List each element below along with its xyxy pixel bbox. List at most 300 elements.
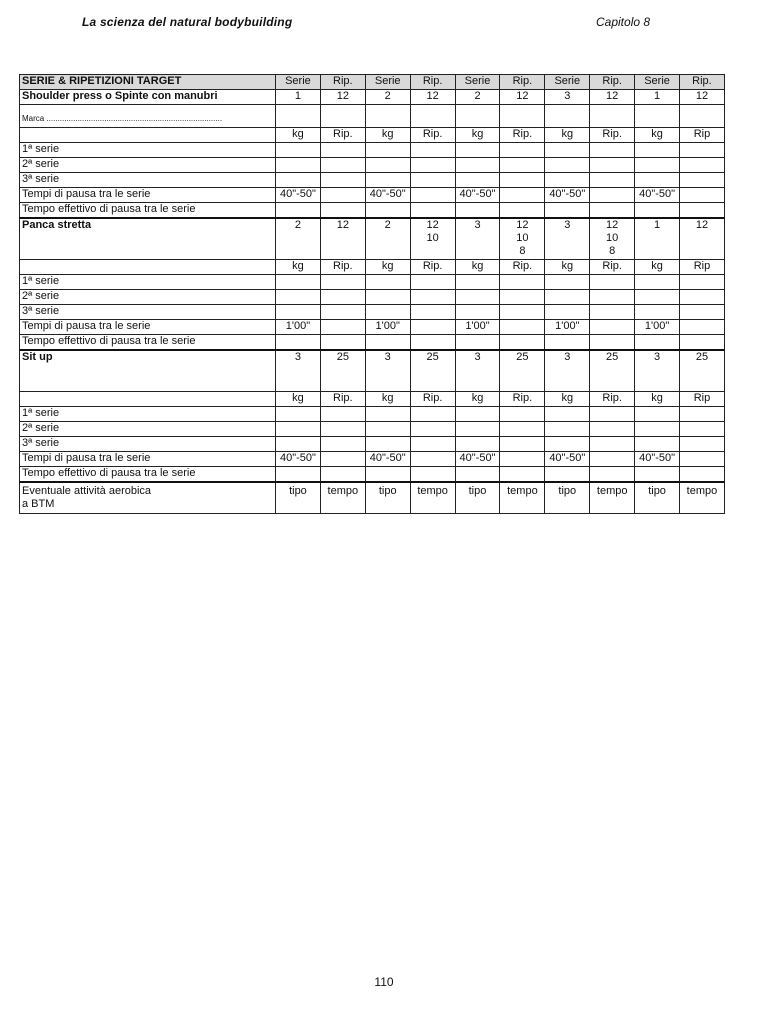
entry-cell[interactable]: [276, 407, 321, 422]
entry-cell[interactable]: [635, 335, 680, 351]
target-cell: [455, 90, 500, 105]
rest-value: 40"-50": [365, 452, 410, 467]
set-label: 2ª serie: [20, 158, 276, 173]
target-value: 10: [516, 232, 529, 244]
effective-rest-row: [20, 335, 725, 351]
set-row: [20, 305, 725, 320]
entry-cell[interactable]: [365, 275, 410, 290]
target-value: 1: [654, 219, 661, 231]
unit-header: Rip.: [500, 260, 545, 275]
target-value: 2: [384, 90, 391, 102]
blank-cell: [500, 105, 545, 128]
unit-header: Rip.: [410, 260, 455, 275]
entry-cell[interactable]: [455, 173, 500, 188]
unit-header: Rip.: [500, 392, 545, 407]
entry-cell[interactable]: [276, 335, 321, 351]
entry-cell[interactable]: [500, 335, 545, 351]
target-cell: [276, 90, 321, 105]
entry-cell[interactable]: [500, 437, 545, 452]
target-value: 25: [426, 351, 439, 363]
col-header: Rip.: [680, 75, 725, 90]
rest-value: [320, 452, 365, 467]
unit-header: kg: [545, 260, 590, 275]
entry-cell[interactable]: [410, 203, 455, 219]
entry-cell[interactable]: [590, 173, 635, 188]
blank-cell: [20, 128, 276, 143]
entry-cell[interactable]: [680, 173, 725, 188]
target-value: 12: [426, 90, 439, 102]
set-label: 2ª serie: [20, 290, 276, 305]
entry-cell[interactable]: [320, 437, 365, 452]
page-number: 110: [374, 975, 394, 989]
entry-cell[interactable]: [680, 290, 725, 305]
unit-header-row: [20, 392, 725, 407]
col-header: Serie: [276, 75, 321, 90]
col-header: Rip.: [500, 75, 545, 90]
entry-cell[interactable]: [635, 275, 680, 290]
entry-cell[interactable]: [590, 275, 635, 290]
entry-cell[interactable]: [276, 467, 321, 483]
entry-cell[interactable]: [320, 305, 365, 320]
unit-header: Rip.: [590, 260, 635, 275]
aerobic-value: tipo: [276, 482, 321, 514]
unit-header: kg: [276, 260, 321, 275]
aerobic-value: tempo: [500, 482, 545, 514]
entry-cell[interactable]: [276, 290, 321, 305]
entry-cell[interactable]: [680, 407, 725, 422]
target-value: 2: [474, 90, 481, 102]
target-value: 8: [519, 245, 526, 257]
entry-cell[interactable]: [455, 275, 500, 290]
entry-cell[interactable]: [365, 173, 410, 188]
unit-header: kg: [455, 128, 500, 143]
entry-cell[interactable]: [680, 158, 725, 173]
entry-cell[interactable]: [276, 275, 321, 290]
unit-header: kg: [365, 392, 410, 407]
entry-cell[interactable]: [455, 203, 500, 219]
unit-header: Rip.: [320, 128, 365, 143]
target-cell: [455, 350, 500, 392]
entry-cell[interactable]: [500, 305, 545, 320]
entry-cell[interactable]: [635, 305, 680, 320]
entry-cell[interactable]: [276, 143, 321, 158]
exercise-row: [20, 218, 725, 260]
entry-cell[interactable]: [410, 467, 455, 483]
target-cell: [590, 218, 635, 260]
target-value: 2: [384, 219, 391, 231]
target-value: 25: [516, 351, 529, 363]
target-cell: [635, 90, 680, 105]
target-value: 3: [654, 351, 661, 363]
set-row: [20, 422, 725, 437]
unit-header: Rip: [680, 128, 725, 143]
target-value: 12: [606, 219, 619, 231]
target-cell: [500, 350, 545, 392]
entry-cell[interactable]: [635, 173, 680, 188]
entry-cell[interactable]: [680, 437, 725, 452]
entry-cell[interactable]: [455, 335, 500, 351]
target-cell: [545, 90, 590, 105]
entry-cell[interactable]: [545, 290, 590, 305]
rest-value: [680, 452, 725, 467]
entry-cell[interactable]: [410, 143, 455, 158]
entry-cell[interactable]: [680, 203, 725, 219]
entry-cell[interactable]: [545, 437, 590, 452]
unit-header: Rip.: [590, 392, 635, 407]
entry-cell[interactable]: [635, 467, 680, 483]
aerobic-value: tipo: [365, 482, 410, 514]
rest-value: [590, 452, 635, 467]
entry-cell[interactable]: [500, 275, 545, 290]
col-header: Serie: [635, 75, 680, 90]
unit-header: Rip.: [590, 128, 635, 143]
entry-cell[interactable]: [276, 203, 321, 219]
rest-value: 1'00": [545, 320, 590, 335]
entry-cell[interactable]: [320, 275, 365, 290]
entry-cell[interactable]: [455, 305, 500, 320]
rest-value: 40"-50": [455, 452, 500, 467]
entry-cell[interactable]: [410, 290, 455, 305]
entry-cell[interactable]: [365, 203, 410, 219]
entry-cell[interactable]: [410, 173, 455, 188]
entry-cell[interactable]: [320, 467, 365, 483]
entry-cell[interactable]: [455, 290, 500, 305]
rest-value: 40"-50": [365, 188, 410, 203]
target-cell: [410, 218, 455, 260]
entry-cell[interactable]: [680, 305, 725, 320]
entry-cell[interactable]: [365, 467, 410, 483]
rest-value: [410, 188, 455, 203]
entry-cell[interactable]: [590, 305, 635, 320]
entry-cell[interactable]: [365, 437, 410, 452]
rest-value: 40"-50": [545, 452, 590, 467]
entry-cell[interactable]: [320, 335, 365, 351]
entry-cell[interactable]: [320, 290, 365, 305]
unit-header-row: [20, 128, 725, 143]
entry-cell[interactable]: [410, 437, 455, 452]
target-value: 2: [294, 219, 301, 231]
entry-cell[interactable]: [545, 203, 590, 219]
entry-cell[interactable]: [410, 407, 455, 422]
entry-cell[interactable]: [635, 407, 680, 422]
effective-rest-row: [20, 467, 725, 483]
entry-cell[interactable]: [320, 422, 365, 437]
unit-header: Rip.: [500, 128, 545, 143]
training-log-table: [19, 74, 725, 514]
rest-value: [590, 320, 635, 335]
set-row: [20, 173, 725, 188]
target-cell: [545, 218, 590, 260]
target-value: 25: [695, 351, 709, 363]
col-header: Serie: [545, 75, 590, 90]
entry-cell[interactable]: [590, 437, 635, 452]
target-value: 10: [426, 232, 439, 244]
exercise-name: Sit up: [20, 350, 276, 392]
target-value: 3: [474, 219, 481, 231]
entry-cell[interactable]: [365, 335, 410, 351]
entry-cell[interactable]: [545, 467, 590, 483]
aerobic-value: tempo: [590, 482, 635, 514]
entry-cell[interactable]: [410, 305, 455, 320]
effective-rest-label: Tempo effettivo di pausa tra le serie: [20, 335, 276, 351]
entry-cell[interactable]: [320, 143, 365, 158]
rest-value: 40"-50": [635, 452, 680, 467]
entry-cell[interactable]: [276, 422, 321, 437]
entry-cell[interactable]: [276, 305, 321, 320]
rest-value: 40"-50": [635, 188, 680, 203]
col-header: Serie: [365, 75, 410, 90]
set-label: 2ª serie: [20, 422, 276, 437]
target-cell: [365, 90, 410, 105]
col-header: Serie: [455, 75, 500, 90]
blank-cell: [635, 105, 680, 128]
entry-cell[interactable]: [545, 158, 590, 173]
entry-cell[interactable]: [635, 203, 680, 219]
target-cell: [276, 218, 321, 260]
entry-cell[interactable]: [635, 143, 680, 158]
rest-value: [680, 320, 725, 335]
rest-value: [500, 188, 545, 203]
target-cell: [276, 350, 321, 392]
rest-value: 40"-50": [545, 188, 590, 203]
entry-cell[interactable]: [276, 158, 321, 173]
unit-header: kg: [545, 392, 590, 407]
entry-cell[interactable]: [455, 158, 500, 173]
target-value: 3: [384, 351, 391, 363]
entry-cell[interactable]: [635, 422, 680, 437]
unit-header-row: [20, 260, 725, 275]
entry-cell[interactable]: [590, 143, 635, 158]
target-cell: [320, 350, 365, 392]
target-cell: [500, 90, 545, 105]
aerobic-value: tipo: [545, 482, 590, 514]
unit-header: kg: [455, 392, 500, 407]
entry-cell[interactable]: [680, 335, 725, 351]
target-cell: [320, 90, 365, 105]
entry-cell[interactable]: [365, 290, 410, 305]
entry-cell[interactable]: [500, 467, 545, 483]
unit-header: Rip.: [410, 128, 455, 143]
entry-cell[interactable]: [680, 467, 725, 483]
unit-header: Rip.: [320, 260, 365, 275]
entry-cell[interactable]: [590, 158, 635, 173]
entry-cell[interactable]: [590, 407, 635, 422]
unit-header: kg: [635, 392, 680, 407]
entry-cell[interactable]: [545, 335, 590, 351]
entry-cell[interactable]: [590, 467, 635, 483]
entry-cell[interactable]: [365, 158, 410, 173]
entry-cell[interactable]: [410, 158, 455, 173]
entry-cell[interactable]: [635, 290, 680, 305]
target-cell: [410, 350, 455, 392]
entry-cell[interactable]: [545, 173, 590, 188]
entry-cell[interactable]: [455, 422, 500, 437]
target-value: 12: [516, 219, 529, 231]
rest-row: [20, 188, 725, 203]
aerobic-label-line2: a BTM: [22, 498, 55, 510]
target-cell: [680, 90, 725, 105]
blank-cell: [320, 105, 365, 128]
entry-cell[interactable]: [320, 407, 365, 422]
entry-cell[interactable]: [276, 437, 321, 452]
entry-cell[interactable]: [410, 335, 455, 351]
entry-cell[interactable]: [680, 143, 725, 158]
rest-value: 1'00": [455, 320, 500, 335]
unit-header: Rip.: [410, 392, 455, 407]
entry-cell[interactable]: [320, 203, 365, 219]
set-label: 3ª serie: [20, 437, 276, 452]
entry-cell[interactable]: [500, 203, 545, 219]
entry-cell[interactable]: [500, 422, 545, 437]
entry-cell[interactable]: [680, 422, 725, 437]
unit-header: kg: [635, 128, 680, 143]
unit-header: kg: [545, 128, 590, 143]
rest-value: [500, 452, 545, 467]
entry-cell[interactable]: [590, 422, 635, 437]
blank-cell: [590, 105, 635, 128]
effective-rest-row: [20, 203, 725, 219]
rest-label: Tempi di pausa tra le serie: [20, 320, 276, 335]
entry-cell[interactable]: [590, 290, 635, 305]
aerobic-value: tipo: [635, 482, 680, 514]
entry-cell[interactable]: [500, 407, 545, 422]
target-value: 3: [564, 219, 571, 231]
entry-cell[interactable]: [545, 305, 590, 320]
entry-cell[interactable]: [500, 173, 545, 188]
col-header: Rip.: [320, 75, 365, 90]
target-cell: [635, 350, 680, 392]
target-value: 12: [695, 219, 709, 231]
blank-cell: [20, 392, 276, 407]
target-cell: [500, 218, 545, 260]
aerobic-label: [20, 482, 276, 514]
entry-cell[interactable]: [365, 305, 410, 320]
target-value: 25: [336, 351, 349, 363]
entry-cell[interactable]: [320, 173, 365, 188]
exercise-name: Panca stretta: [20, 218, 276, 260]
table-title: SERIE & RIPETIZIONI TARGET: [20, 75, 276, 90]
marca-field[interactable]: Marca ...............................................................................: [20, 105, 276, 128]
entry-cell[interactable]: [410, 422, 455, 437]
target-value: 12: [426, 219, 439, 231]
rest-value: 40"-50": [455, 188, 500, 203]
entry-cell[interactable]: [680, 275, 725, 290]
entry-cell[interactable]: [276, 173, 321, 188]
rest-value: [680, 188, 725, 203]
blank-cell: [20, 260, 276, 275]
col-header: Rip.: [410, 75, 455, 90]
set-row: [20, 158, 725, 173]
effective-rest-label: Tempo effettivo di pausa tra le serie: [20, 203, 276, 219]
target-value: 12: [606, 90, 619, 102]
entry-cell[interactable]: [320, 158, 365, 173]
entry-cell[interactable]: [545, 143, 590, 158]
entry-cell[interactable]: [455, 437, 500, 452]
rest-value: [410, 320, 455, 335]
exercise-row: [20, 90, 725, 105]
unit-header: Rip.: [320, 392, 365, 407]
unit-header: kg: [365, 260, 410, 275]
entry-cell[interactable]: [545, 422, 590, 437]
target-value: 25: [606, 351, 619, 363]
target-cell: [320, 218, 365, 260]
rest-value: [590, 188, 635, 203]
entry-cell[interactable]: [635, 437, 680, 452]
set-label: 1ª serie: [20, 275, 276, 290]
set-row: [20, 407, 725, 422]
rest-value: [320, 188, 365, 203]
target-value: 12: [695, 90, 709, 102]
aerobic-value: tempo: [410, 482, 455, 514]
entry-cell[interactable]: [365, 422, 410, 437]
set-row: [20, 437, 725, 452]
target-value: 8: [609, 245, 616, 257]
rest-row: [20, 452, 725, 467]
target-value: 3: [474, 351, 481, 363]
unit-header: kg: [455, 260, 500, 275]
rest-value: 40"-50": [276, 188, 321, 203]
target-cell: [680, 350, 725, 392]
entry-cell[interactable]: [455, 467, 500, 483]
target-cell: [590, 350, 635, 392]
book-title: La scienza del natural bodybuilding: [82, 15, 293, 29]
entry-cell[interactable]: [365, 143, 410, 158]
aerobic-row: [20, 482, 725, 514]
entry-cell[interactable]: [455, 407, 500, 422]
entry-cell[interactable]: [500, 158, 545, 173]
entry-cell[interactable]: [500, 290, 545, 305]
rest-value: 1'00": [635, 320, 680, 335]
target-cell: [545, 350, 590, 392]
target-cell: [455, 218, 500, 260]
rest-value: [500, 320, 545, 335]
exercise-name: Shoulder press o Spinte con manubri: [20, 90, 276, 105]
rest-value: 40"-50": [276, 452, 321, 467]
entry-cell[interactable]: [590, 335, 635, 351]
aerobic-label-line1: Eventuale attività aerobica: [22, 485, 152, 497]
entry-cell[interactable]: [545, 275, 590, 290]
set-row: [20, 290, 725, 305]
target-value: 3: [564, 351, 571, 363]
entry-cell[interactable]: [635, 158, 680, 173]
table-header-row: [20, 75, 725, 90]
unit-header: kg: [365, 128, 410, 143]
chapter-label: Capitolo 8: [596, 15, 651, 29]
unit-header: kg: [635, 260, 680, 275]
target-value: 1: [294, 90, 301, 102]
entry-cell[interactable]: [365, 407, 410, 422]
entry-cell[interactable]: [590, 203, 635, 219]
target-cell: [635, 218, 680, 260]
blank-cell: [455, 105, 500, 128]
aerobic-value: tempo: [320, 482, 365, 514]
col-header: Rip.: [590, 75, 635, 90]
unit-header: kg: [276, 128, 321, 143]
target-value: 3: [564, 90, 571, 102]
entry-cell[interactable]: [410, 275, 455, 290]
set-label: 1ª serie: [20, 143, 276, 158]
rest-label: Tempi di pausa tra le serie: [20, 188, 276, 203]
unit-header: Rip: [680, 392, 725, 407]
entry-cell[interactable]: [500, 143, 545, 158]
entry-cell[interactable]: [545, 407, 590, 422]
target-value: 12: [516, 90, 529, 102]
set-row: [20, 143, 725, 158]
unit-header: Rip: [680, 260, 725, 275]
set-label: 3ª serie: [20, 173, 276, 188]
entry-cell[interactable]: [455, 143, 500, 158]
set-label: 1ª serie: [20, 407, 276, 422]
